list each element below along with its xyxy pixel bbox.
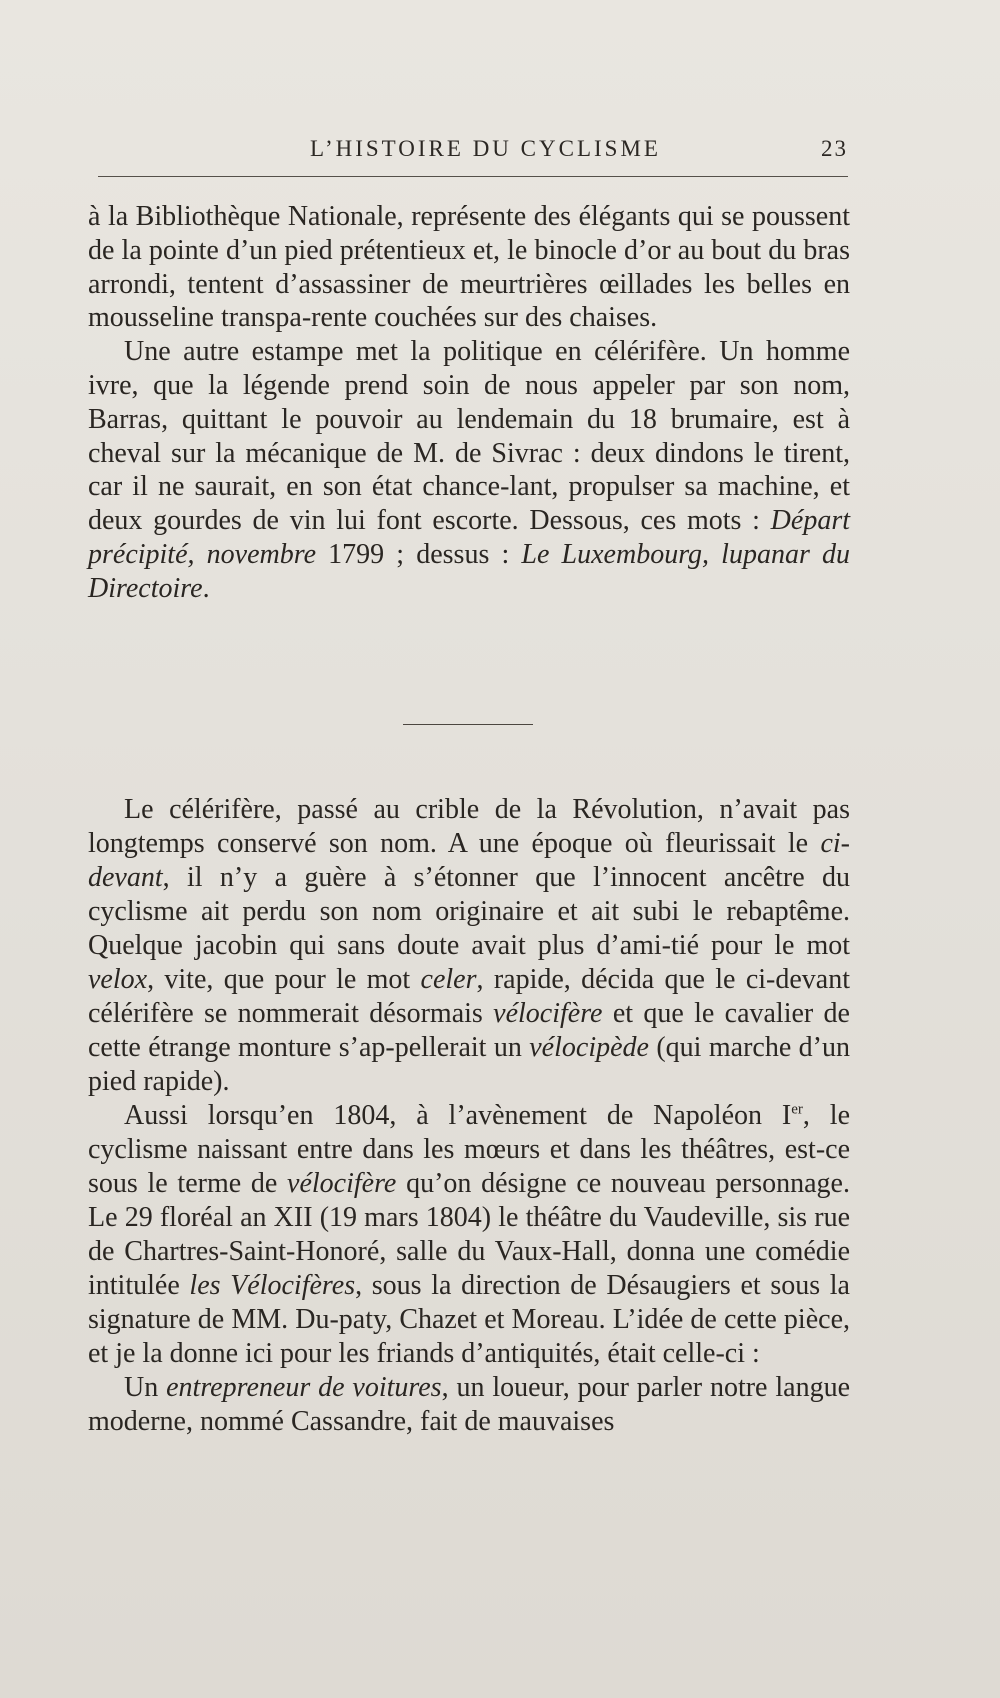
text-run: à la Bibliothèque Nationale, représente des élégants qui se poussent de la pointe d’un pied prétentieux et, le binocle d’or au bout du bras arrondi, tentent d’assassiner de meurtrières œillades les belles en mousseline transpa-rente couchées sur des chaises. xyxy=(88,201,850,334)
italic-text: velox xyxy=(88,964,148,995)
italic-text: vélocifère xyxy=(493,998,603,1029)
text-run: , il n’y a guère à s’étonner que l’innocent ancêtre du cyclisme ait perdu son nom originaire et ait subi le rebaptême. Quelque jacobin qui sans doute avait plus d’ami-tié pour le mot xyxy=(88,862,850,961)
text-block-bottom xyxy=(88,793,850,1439)
paragraph xyxy=(88,335,850,605)
text-run: Aussi lorsqu’en 1804, à l’avènement de Napoléon I xyxy=(124,1100,792,1131)
text-run: et que le cavalier de cette étrange monture s’ap-pellerait un xyxy=(88,998,850,1063)
page-number: 23 xyxy=(821,136,848,161)
superscript-text: er xyxy=(791,1101,803,1118)
header-rule xyxy=(98,176,848,177)
text-run: , le cyclisme naissant entre dans les mœurs et dans les théâtres, est-ce sous le terme de xyxy=(88,1100,850,1199)
text-run: qu’on désigne ce nouveau personnage. Le 29 floréal an XII (19 mars 1804) le théâtre du Vaudeville, sis rue de Chartres-Saint-Honoré, salle du Vaux-Hall, donna une comédie intitulée xyxy=(88,1168,850,1301)
italic-text: les Vélocifères xyxy=(189,1270,356,1301)
italic-text: celer xyxy=(420,964,477,995)
paragraph xyxy=(88,200,850,335)
text-run: , rapide, décida que le ci-devant célérifère se nommerait désormais xyxy=(88,964,850,1029)
text-block-top xyxy=(88,200,850,606)
running-title: L’HISTOIRE DU CYCLISME xyxy=(310,136,661,161)
italic-text: ci-devant xyxy=(88,828,850,893)
italic-text: vélocipède xyxy=(529,1032,649,1063)
page-header xyxy=(98,136,848,172)
paragraph xyxy=(88,1371,850,1439)
italic-text: vélocifère xyxy=(287,1168,397,1199)
text-run: , vite, que pour le mot xyxy=(147,964,421,995)
text-run: , un loueur, pour parler notre langue moderne, nommé Cassandre, fait de mauvaises xyxy=(88,1372,850,1437)
paragraph xyxy=(88,1099,850,1371)
text-run: 1799 ; dessus : xyxy=(316,538,522,570)
italic-text: Le Luxembourg, lupanar du Directoire xyxy=(88,538,850,604)
italic-text: entrepreneur de voitures xyxy=(166,1372,442,1403)
text-run: Une autre estampe met la politique en célérifère. Un homme ivre, que la légende prend soin de nous appeler par son nom, Barras, quittant le pouvoir au lendemain du 18 brumaire, est à cheval sur la mécanique de M. de Sivrac : deux dindons le tirent, car il ne saurait, en son état chance-lant, propulser sa machine, et deux gourdes de vin lui font escorte. Dessous, ces mots : xyxy=(88,336,850,537)
section-divider xyxy=(403,724,533,725)
text-run: Un xyxy=(124,1372,167,1403)
italic-text: Départ précipité, novembre xyxy=(88,505,850,570)
paragraph xyxy=(88,793,850,1099)
text-run: Le célérifère, passé au crible de la Révolution, n’avait pas longtemps conservé son nom. A une époque où fleurissait le xyxy=(88,794,850,859)
text-run: (qui marche d’un pied rapide). xyxy=(88,1032,850,1097)
text-run: . xyxy=(202,572,210,604)
text-run: , sous la direction de Désaugiers et sous la signature de MM. Du-paty, Chazet et Moreau. L’idée de cette pièce, et je la donne ici pour les friands d’antiquités, était celle-ci : xyxy=(88,1270,850,1369)
